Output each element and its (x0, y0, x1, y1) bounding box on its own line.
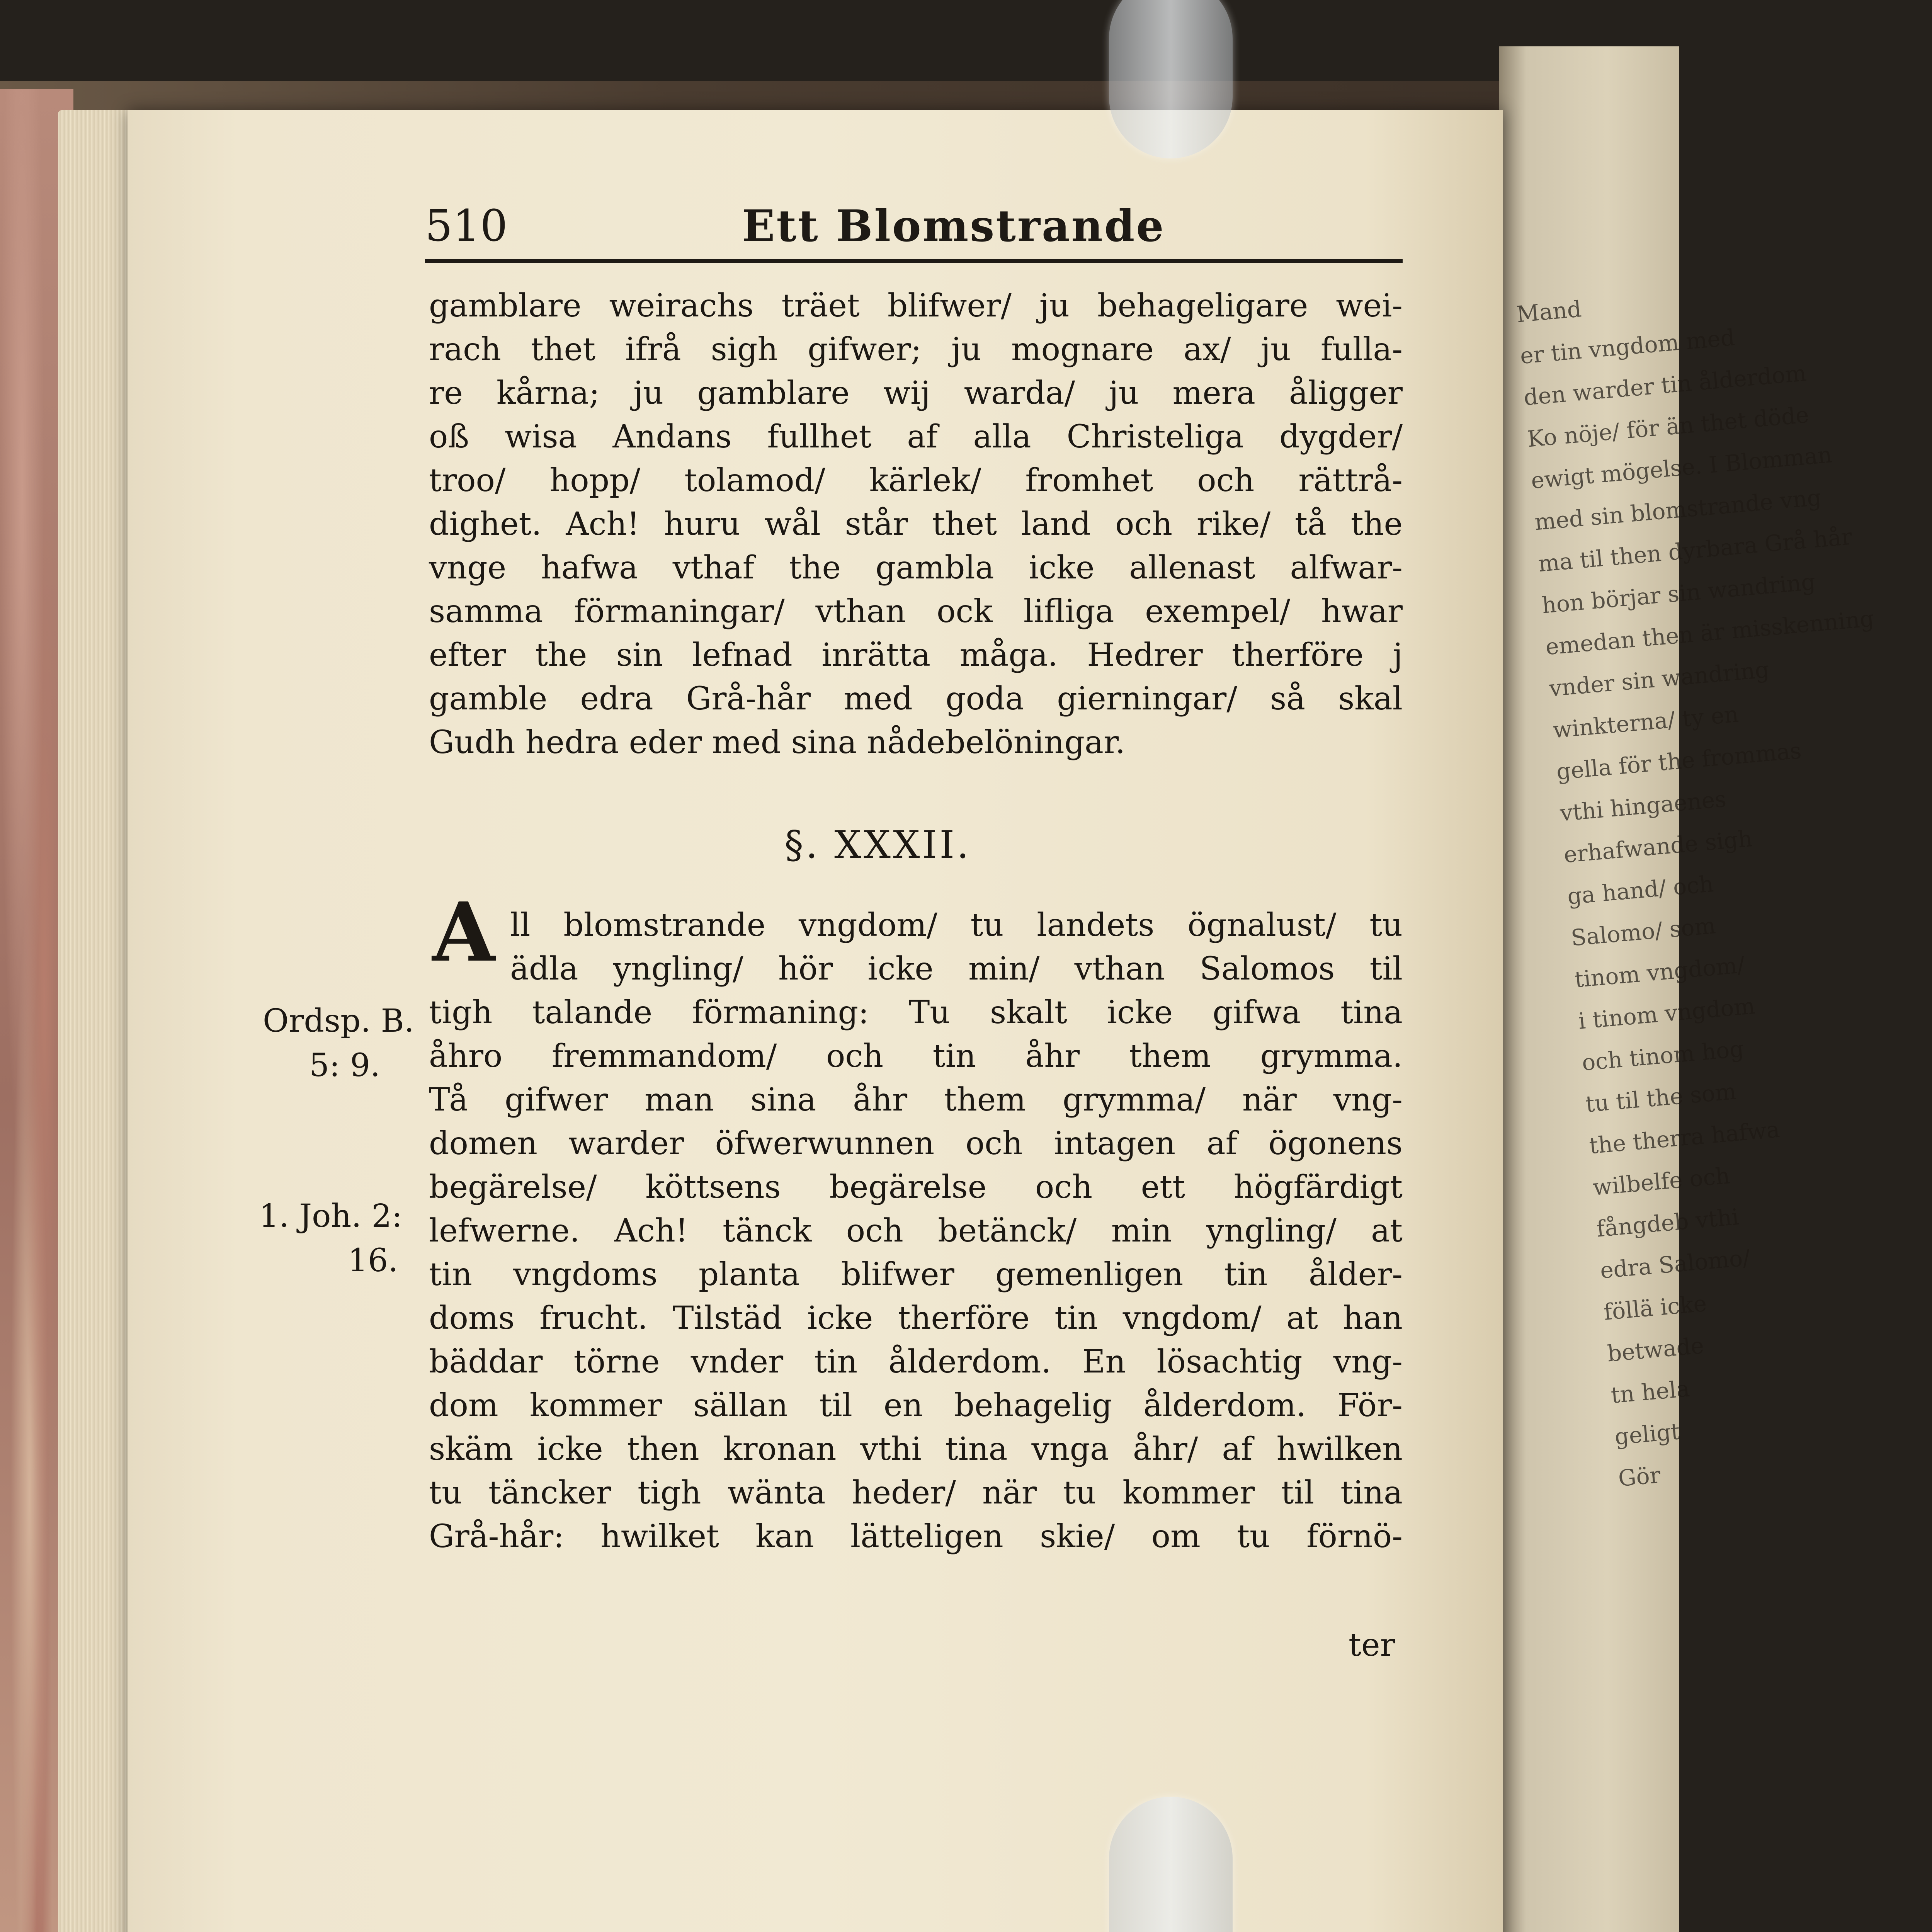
facing-line: fångdeb vthi (1595, 1203, 1740, 1242)
page-header (425, 201, 1410, 255)
facing-line: vthi hingaenes (1559, 786, 1728, 827)
text-line: lefwerne. Ach! tänck och betänck/ min yngling/ at (429, 1213, 1403, 1249)
facing-page-text (1515, 279, 1875, 1499)
facing-line: och tinom hog (1581, 1035, 1745, 1076)
facing-line: ewigt mögelse. I Blomman (1530, 441, 1833, 494)
facing-line: winkterna/ ty en (1551, 701, 1740, 743)
paragraph-2-indented (510, 903, 1403, 991)
text-line: tu täncker tigh wänta heder/ när tu kommer til tina (429, 1475, 1403, 1511)
facing-line: tinom vngdom/ (1573, 951, 1746, 993)
text-line: skäm icke then kronan vthi tina vnga åhr/ af hwilken (429, 1431, 1403, 1468)
facing-line: geligt (1613, 1418, 1681, 1450)
facing-line: Mand (1515, 296, 1583, 328)
text-line: ädla yngling/ hör icke min/ vthan Salomos til (510, 951, 1403, 987)
page-number: 510 (425, 201, 508, 251)
text-line: troo/ hopp/ tolamod/ kärlek/ fromhet och rättrå- (429, 462, 1403, 499)
facing-line: edra Salomo/ (1599, 1244, 1752, 1284)
text-line: åhro fremmandom/ och tin åhr them grymma. (429, 1038, 1403, 1075)
facing-line: Ko nöje/ för än thet döde (1526, 401, 1810, 452)
facing-line: Salomo/ som (1570, 912, 1717, 951)
text-line: vnge hafwa vthaf the gambla icke allenast alfwar- (429, 549, 1403, 586)
facing-line: hon börjar sin wandring (1541, 568, 1816, 619)
text-line: domen warder öfwerwunnen och intagen af ögonens (429, 1125, 1403, 1162)
section-heading: §. XXXII. (784, 823, 971, 867)
text-line: Gudh hedra eder med sina nådebelöningar. (429, 724, 1126, 761)
text-line: Grå-hår: hwilket kan lätteligen skie/ om tu förnö- (429, 1518, 1403, 1555)
running-head: Ett Blomstrande (742, 201, 1165, 252)
paragraph-1 (429, 284, 1403, 764)
facing-page (1499, 46, 1875, 1932)
facing-line: vnder sin wandring (1548, 656, 1770, 702)
facing-line: the therra hafwa (1588, 1116, 1781, 1159)
facing-line: betwade (1606, 1332, 1705, 1367)
facing-line: gella för the frommas (1555, 737, 1803, 785)
text-line: doms frucht. Tilstäd icke therföre tin vngdom/ at han (429, 1300, 1403, 1337)
facing-line: den warder tin ålderdom (1522, 360, 1808, 411)
margin-note-joh-ref: 1. Joh. 2: (259, 1198, 403, 1235)
facing-line: tu til the som (1584, 1078, 1738, 1117)
text-line: rach thet ifrå sigh gifwer; ju mognare ax/ ju fulla- (429, 331, 1403, 368)
text-line: tin vngdoms planta blifwer gemenligen tin ålder- (429, 1256, 1403, 1293)
text-line: Tå gifwer man sina åhr them grymma/ när vng- (429, 1082, 1403, 1118)
facing-line: ma til then dyrbara Grå hår (1537, 523, 1853, 577)
text-line: efter the sin lefnad inrätta måga. Hedrer therföre j (429, 637, 1403, 673)
text-line: ll blomstrande vngdom/ tu landets ögnalust/ tu (510, 907, 1403, 944)
page-edges (58, 110, 139, 1932)
facing-line: föllä icke (1602, 1290, 1708, 1325)
facing-line: tn hela (1610, 1375, 1691, 1408)
facing-line: ga hand/ och (1566, 871, 1715, 910)
text-line: bäddar törne vnder tin ålderdom. En lösachtig vng- (429, 1344, 1403, 1380)
facing-line: i tinom vngdom (1577, 992, 1756, 1034)
text-line: samma förmaningar/ vthan ock lifliga exempel/ hwar (429, 593, 1403, 630)
facing-line: erhafwande sigh (1563, 825, 1753, 868)
text-line: gamblare weirachs träet blifwer/ ju behageligare wei- (429, 287, 1403, 324)
text-line: begärelse/ köttsens begärelse och ett högfärdigt (429, 1169, 1403, 1206)
drop-cap: A (432, 884, 495, 980)
margin-note-joh-verse: 16. (348, 1242, 398, 1279)
paragraph-2 (429, 991, 1403, 1558)
text-line: tigh talande förmaning: Tu skalt icke gifwa tina (429, 994, 1403, 1031)
facing-line: med sin blomstrande vng (1533, 484, 1823, 536)
text-line: gamble edra Grå-hår med goda gierningar/ så skal (429, 680, 1403, 717)
text-line: re kårna; ju gamblare wij warda/ ju mera åligger (429, 375, 1403, 412)
facing-line: wilbelfe och (1592, 1162, 1731, 1201)
catchword: ter (1349, 1627, 1395, 1663)
margin-note-ordsp-ref: Ordsp. B. (263, 1003, 414, 1039)
text-line: dighet. Ach! huru wål står thet land och rike/ tå the (429, 506, 1403, 543)
facing-line: emedan then är misskenning (1544, 605, 1875, 660)
margin-note-ordsp-verse: 5: 9. (309, 1047, 381, 1084)
page-clip-bottom (1109, 1797, 1233, 1932)
facing-line: er tin vngdom med (1519, 324, 1736, 369)
page-clip-top (1109, 0, 1233, 158)
text-line: oß wisa Andans fullhet af alla Christeliga dygder/ (429, 418, 1403, 455)
facing-line: Gör (1617, 1461, 1662, 1492)
text-line: dom kommer sällan til en behagelig ålderdom. För- (429, 1387, 1403, 1424)
header-rule (425, 259, 1403, 263)
